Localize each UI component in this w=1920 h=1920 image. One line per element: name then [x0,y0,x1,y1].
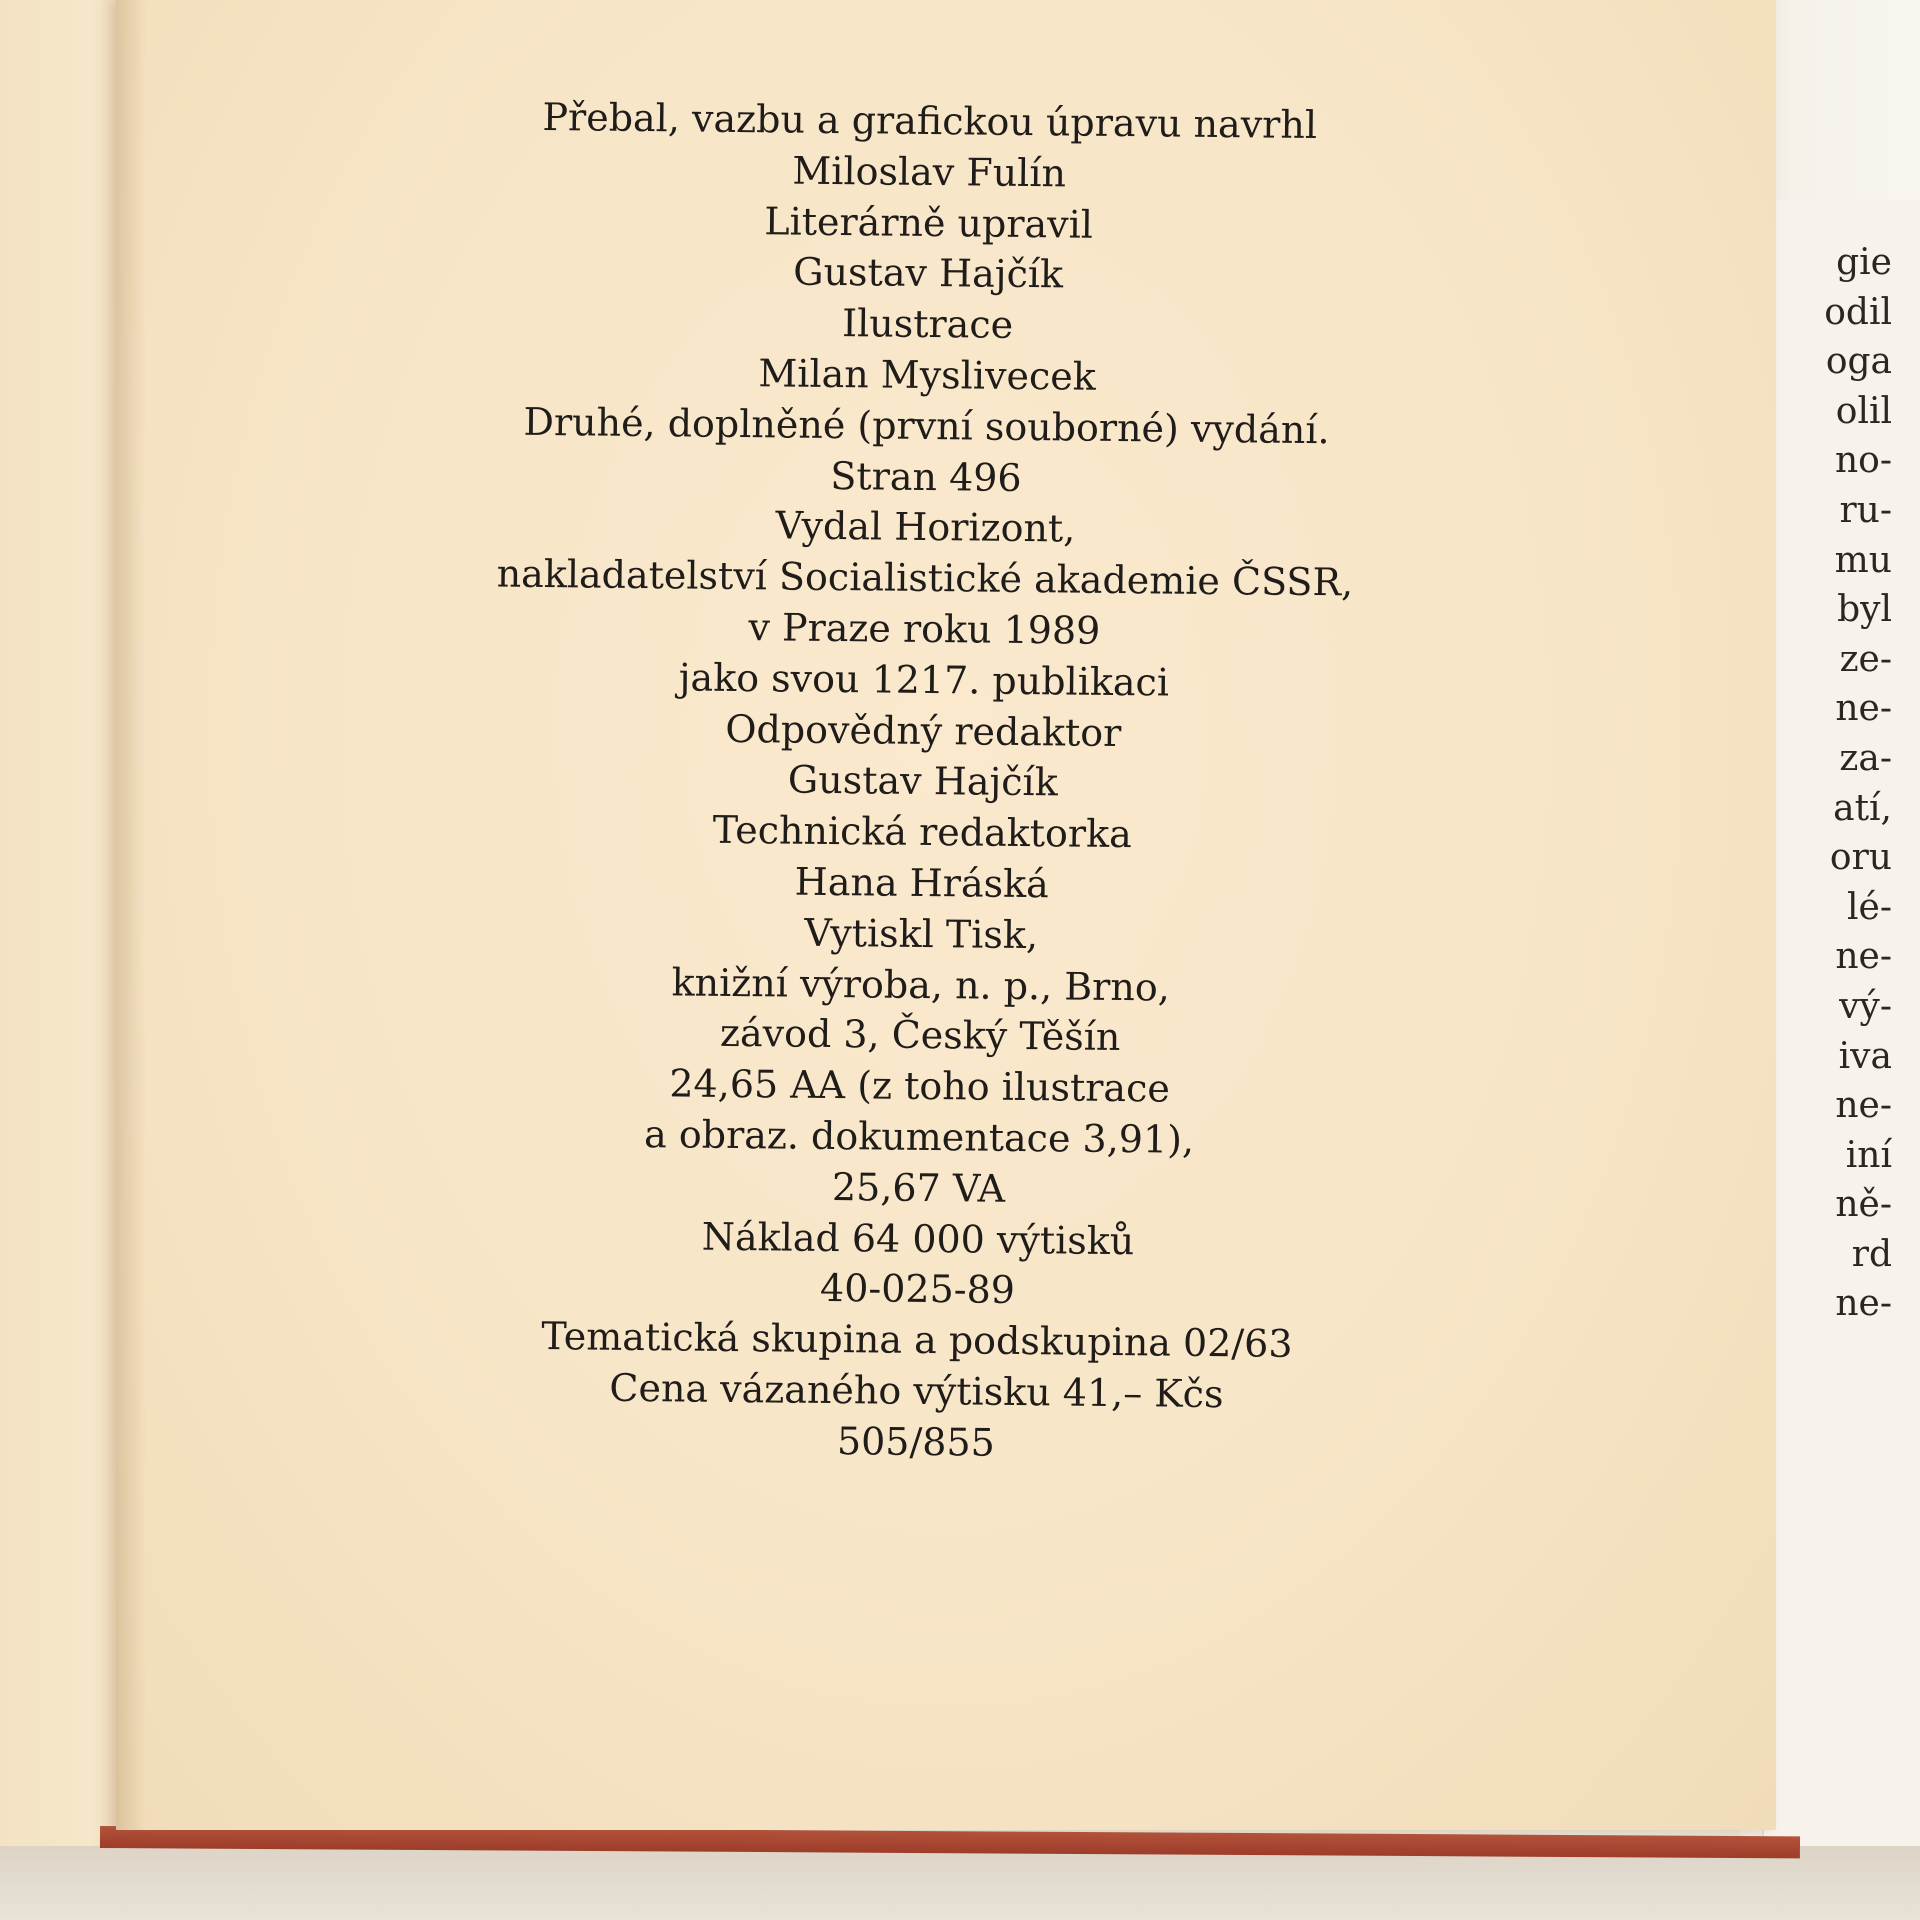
adjacent-text-fragment: atí, [1833,787,1892,829]
adjacent-text-fragment: iní [1845,1134,1892,1176]
colophon-line: Vydal Horizont, [775,503,1076,551]
adjacent-text-fragment: ru- [1839,489,1892,531]
colophon-line: nakladatelství Socialistické akademie ČSSR, [496,551,1354,605]
adjacent-page-text [1772,238,1892,1329]
colophon-line: Stran 496 [830,453,1022,500]
left-page-edge [0,0,128,1920]
colophon-line: Druhé, doplněné (první souborné) vydání. [523,399,1330,452]
colophon-line: Tematická skupina a podskupina 02/63 [541,1314,1293,1366]
colophon-line: Ilustrace [841,301,1014,348]
colophon-line: Hana Hráská [794,859,1050,907]
colophon-line: Gustav Hajčík [787,757,1058,805]
colophon-line: 24,65 AA (z toho ilustrace [669,1061,1171,1111]
colophon-line: Vytiskl Tisk, [804,910,1039,957]
colophon-text [466,91,1380,1472]
colophon-line: jako svou 1217. publikaci [678,655,1170,705]
colophon-line: 40-025-89 [819,1266,1016,1313]
adjacent-text-fragment: odil [1824,291,1892,333]
colophon-line: 25,67 VA [831,1164,1006,1211]
adjacent-text-fragment: oga [1825,341,1892,383]
adjacent-text-fragment: oru [1829,837,1892,879]
colophon-line: Cena vázaného výtisku 41,– Kčs [609,1365,1224,1417]
adjacent-text-fragment: byl [1837,589,1892,631]
colophon-line: Náklad 64 000 výtisků [701,1214,1135,1263]
adjacent-text-fragment: lé- [1847,886,1892,928]
adjacent-text-fragment: no- [1834,440,1892,482]
adjacent-text-fragment: ne- [1835,1283,1892,1325]
adjacent-text-fragment: olil [1835,390,1892,432]
adjacent-text-fragment: iva [1838,1035,1892,1077]
colophon-line: Technická redaktorka [712,807,1132,857]
adjacent-text-fragment: rd [1851,1233,1892,1275]
adjacent-text-fragment: gie [1836,242,1892,283]
adjacent-text-fragment: ze- [1839,638,1892,680]
adjacent-text-fragment: mu [1834,539,1892,581]
colophon-line: Odpovědný redaktor [725,706,1122,755]
adjacent-text-fragment: vý- [1839,985,1892,1027]
adjacent-text-fragment: ne- [1835,936,1892,978]
colophon-line: závod 3, Český Těšín [719,1011,1121,1060]
colophon-line: a obraz. dokumentace 3,91), [643,1112,1195,1162]
adjacent-text-fragment: za- [1839,737,1892,779]
colophon-line: Literárně upravil [764,198,1094,247]
gutter-shadow [116,0,146,1830]
adjacent-text-fragment: ně- [1835,1184,1892,1226]
colophon-line: Přebal, vazbu a grafickou úpravu navrhl [542,94,1318,148]
colophon-line: v Praze roku 1989 [748,605,1101,653]
colophon-line: Milan Myslivecek [758,351,1096,399]
adjacent-text-fragment: ne- [1835,1085,1892,1127]
adjacent-text-fragment: ne- [1835,688,1892,730]
colophon-line: Gustav Hajčík [792,249,1064,297]
colophon-line: knižní výroba, n. p., Brno, [671,959,1171,1010]
colophon-line: 505/855 [836,1418,996,1465]
colophon-line: Miloslav Fulín [792,148,1067,196]
